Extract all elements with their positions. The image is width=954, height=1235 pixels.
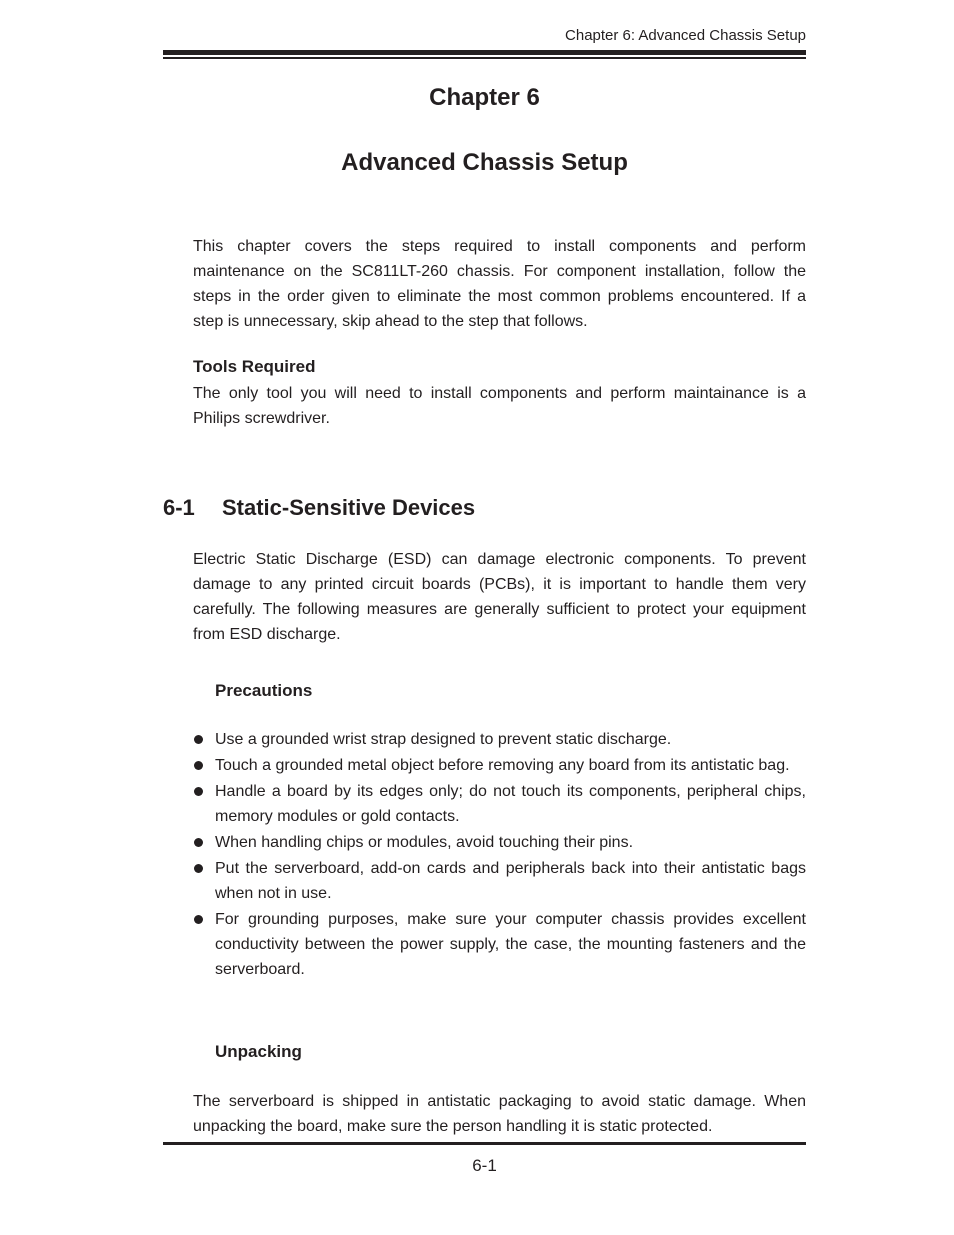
running-head: Chapter 6: Advanced Chassis Setup — [565, 27, 806, 44]
list-item — [193, 830, 806, 855]
list-item-text: Use a grounded wrist strap designed to prevent static discharge. — [215, 731, 672, 748]
list-item — [193, 753, 806, 778]
intro-paragraph: This chapter covers the steps required to install components and perform maintenance on the SC811LT-260 chassis. For component installation, follow the steps in the order given to eliminate the most common problems encountered. If a step is unnecessary, skip ahead to the step that follows. — [193, 238, 806, 330]
list-item-text: For grounding purposes, make sure your computer chassis provides excellent conductivity between the power supply, the case, the mounting fasteners and the serverboard. — [215, 911, 806, 978]
bullet-icon — [194, 761, 203, 770]
list-item — [193, 727, 806, 752]
bullet-icon — [194, 787, 203, 796]
precautions-heading: Precautions — [215, 681, 313, 700]
unpacking-heading: Unpacking — [215, 1042, 302, 1061]
list-item-text: Put the serverboard, add-on cards and peripherals back into their antistatic bags when not in use. — [215, 860, 806, 902]
list-item — [193, 856, 806, 906]
tools-heading: Tools Required — [193, 357, 316, 376]
precautions-list — [193, 727, 806, 983]
chapter-title: Advanced Chassis Setup — [341, 149, 628, 176]
section-paragraph: Electric Static Discharge (ESD) can damage electronic components. To prevent damage to any printed circuit boards (PCBs), it is important to handle them very carefully. The following measures are generally sufficient to protect your equipment from ESD discharge. — [193, 551, 806, 643]
bullet-icon — [194, 735, 203, 744]
tools-paragraph: The only tool you will need to install components and perform maintainance is a Philips screwdriver. — [193, 385, 806, 427]
list-item — [193, 907, 806, 982]
unpacking-paragraph: The serverboard is shipped in antistatic packaging to avoid static damage. When unpacking the board, make sure the person handling it is static protected. — [193, 1093, 806, 1135]
header-rule-thin — [163, 57, 806, 59]
footer-rule — [163, 1142, 806, 1145]
bullet-icon — [194, 838, 203, 847]
section-heading — [163, 495, 475, 521]
section-title: Static-Sensitive Devices — [222, 495, 476, 520]
bullet-icon — [194, 915, 203, 924]
header-rule-thick — [163, 50, 806, 55]
section-number: 6-1 — [163, 495, 195, 520]
list-item-text: Handle a board by its edges only; do not touch its components, peripheral chips, memory modules or gold contacts. — [215, 783, 806, 825]
chapter-number: Chapter 6 — [429, 84, 540, 111]
page-number: 6-1 — [472, 1156, 497, 1175]
bullet-icon — [194, 864, 203, 873]
list-item-text: When handling chips or modules, avoid touching their pins. — [215, 834, 634, 851]
list-item — [193, 779, 806, 829]
list-item-text: Touch a grounded metal object before removing any board from its antistatic bag. — [215, 757, 790, 774]
